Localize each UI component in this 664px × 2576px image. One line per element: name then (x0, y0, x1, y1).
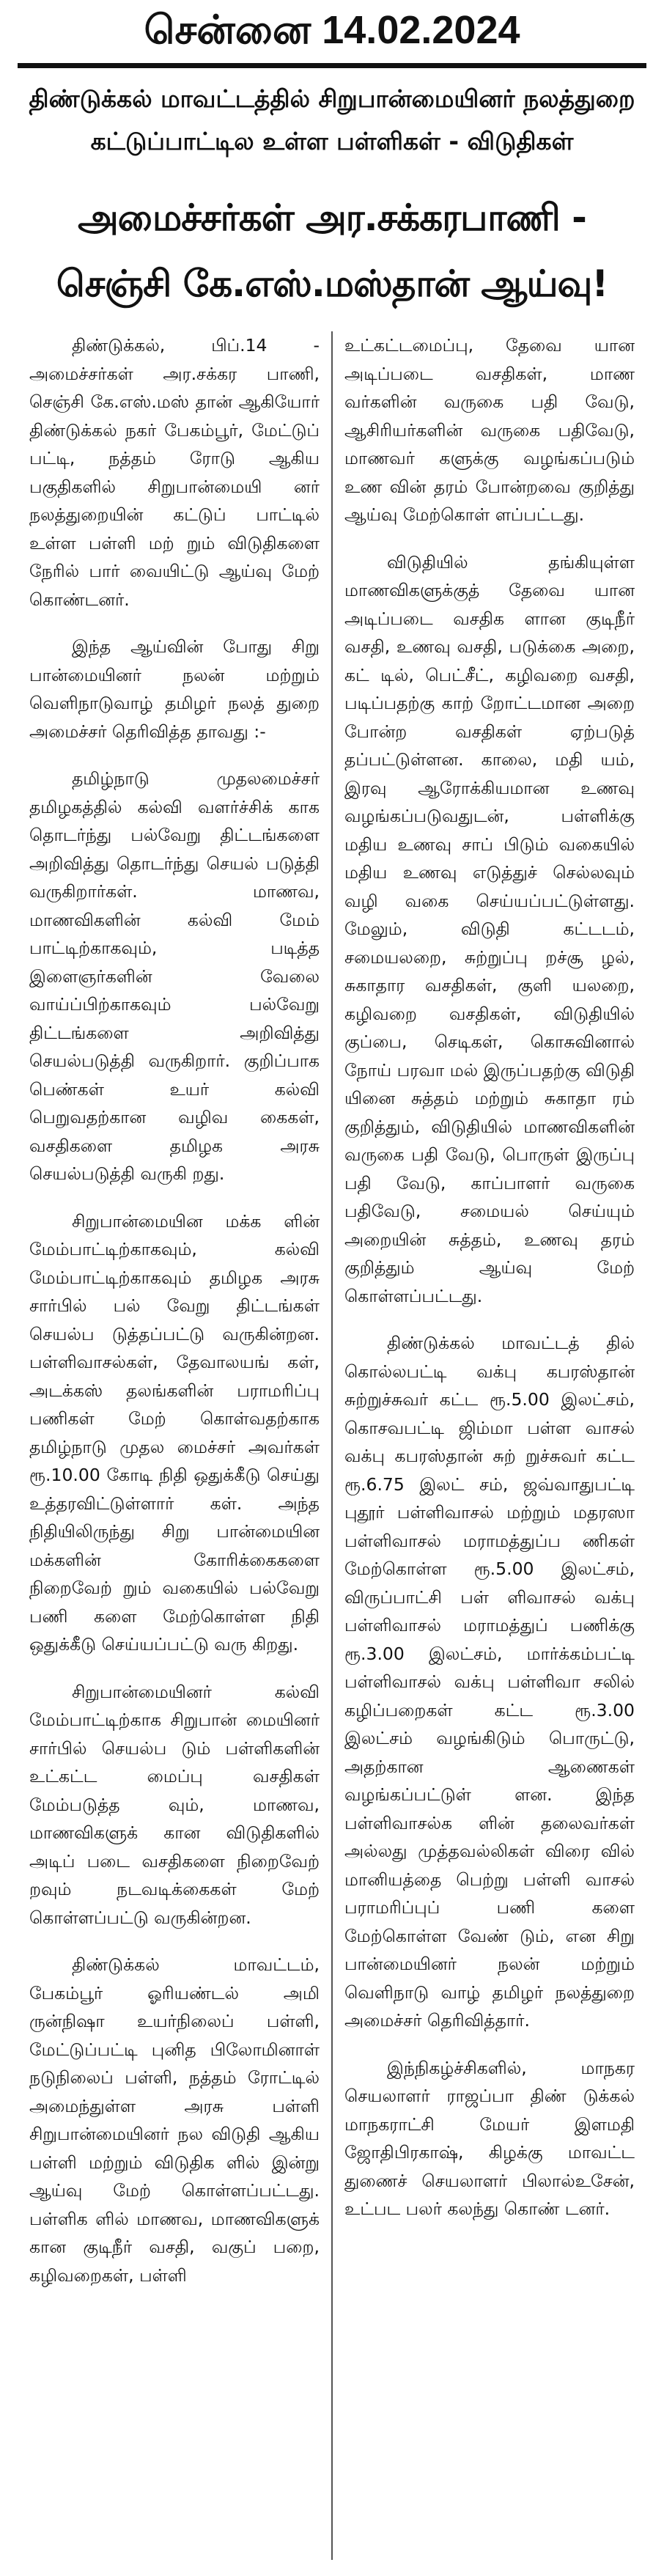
article-paragraph: உட்கட்டமைப்பு, தேவை யான அடிப்படை வசதிகள், மாண வர்களின் வருகை பதி வேடு, ஆசிரியர்களின் வருகை பதிவேடு, மாணவர் களுக்கு வழங்கப்படும் உண வின் தரம் போன்றவை குறித்து ஆய்வு மேற்கொள் ளப்பட்டது. (344, 335, 635, 525)
article-paragraph: திண்டுக்கல், பிப்.14 - அமைச்சர்கள் அர.சக்கர பாணி, செஞ்சி கே.எஸ்.மஸ் தான் ஆகியோர் திண்டுக்கல் நகர் பேகம்பூர், மேட்டுப் பட்டி, நத்தம் ரோடு ஆகிய பகுதிகளில் சிறுபான்மையி னர் நலத்துறையின் கட்டுப் பாட்டில் உள்ள பள்ளி மற் றும் விடுதிகளை நேரில் பார் வையிட்டு ஆய்வு மேற் கொண்டனர். (29, 335, 320, 610)
kicker-line-2: கட்டுப்பாட்டில உள்ள பள்ளிகள் - விடுதிகள் (90, 127, 574, 155)
article-paragraph: சிறுபான்மையின மக்க ளின் மேம்பாட்டிற்காகவும், கல்வி மேம்பாட்டிற்காகவும் தமிழக அரசு சார்பில் பல் வேறு திட்டங்கள் செயல்ப டுத்தப்பட்டு வருகின்றன. பள்ளிவாசல்கள், தேவாலயங் கள், அடக்கஸ் தலங்களின் பராமரிப்பு பணிகள் மேற் கொள்வதற்காக தமிழ்நாடு முதல மைச்சர் அவர்கள் ரூ.10.00 கோடி நிதி ஒதுக்கீடு செய்து உத்தரவிட்டுள்ளார் கள். அந்த நிதியிலிருந்து சிறு பான்மையின மக்களின் கோரிக்கைகளை நிறைவேற் றும் வகையில் பல்வேறு பணி களை மேற்கொள்ள நிதி ஒதுக்கீடு செய்யப்பட்டு வரு கிறது. (29, 1210, 320, 1655)
column-divider (331, 331, 333, 2560)
article-paragraph: திண்டுக்கல் மாவட்டம், பேகம்பூர் ஓரியண்டல் அமி ருன்நிஷா உயர்நிலைப் பள்ளி, மேட்டுப்பட்டி புனித பிலோமினாள் நடுநிலைப் பள்ளி, நத்தம் ரோட்டில் அமைந்துள்ள அரசு பள்ளி சிறுபான்மையினர் நல விடுதி ஆகிய பள்ளி மற்றும் விடுதிக ளில் இன்று ஆய்வு மேற் கொள்ளப்பட்டது. பள்ளிக ளில் மாணவ, மாணவிகளுக் கான குடிநீர் வசதி, வகுப் பறை, கழிவறைகள், பள்ளி (29, 1954, 320, 2286)
masthead-city-date: சென்னை 14.02.2024 (144, 8, 520, 52)
article-paragraph: இந்நிகழ்ச்சிகளில், மாநகர செயலாளர் ராஜப்பா திண் டுக்கல் மாநகராட்சி மேயர் இளமதி ஜோதிபிரகாஷ், கிழக்கு மாவட்ட துணைச் செயலாளர் பிலால்உசேன், உட்பட பலர் கலந்து கொண் டனர். (344, 2057, 635, 2219)
article-paragraph: இந்த ஆய்வின் போது சிறு பான்மையினர் நலன் மற்றும் வெளிநாடுவாழ் தமிழர் நலத் துறை அமைச்சர் தெரிவித்த தாவது :- (29, 636, 320, 742)
article-body (29, 331, 635, 2560)
masthead-rule (18, 63, 646, 68)
article-paragraph: விடுதியில் தங்கியுள்ள மாணவிகளுக்குத் தேவை யான அடிப்படை வசதிக ளான குடிநீர் வசதி, உணவு வசதி, படுக்கை அறை, கட் டில், பெட்சீட், கழிவறை வசதி, படிப்பதற்கு காற் றோட்டமான அறை போன்ற வசதிகள் ஏற்படுத் தப்பட்டுள்ளன. காலை, மதி யம், இரவு ஆரோக்கியமான உணவு வழங்கப்படுவதுடன், பள்ளிக்கு மதிய உணவு சாப் பிடும் வகையில் மதிய உணவு எடுத்துச் செல்லவும் வழி வகை செய்யப்பட்டுள்ளது. மேலும், விடுதி கட்டடம், சமையலறை, சுற்றுப்பு றச்சூ ழல், சுகாதார வசதிகள், குளி யலறை, கழிவறை வசதிகள், விடுதியில் குப்பை, செடிகள், கொசுவினால் நோய் பரவா மல் இருப்பதற்கு விடுதி யினை சுத்தம் மற்றும் சுகாதா ரம் குறித்தும், விடுதியில் மாணவிகளின் வருகை பதி வேடு, பொருள் இருப்பு பதி வேடு, காப்பாளர் வருகை பதிவேடு, சமையல் செய்யும் அறையின் சுத்தம், உணவு தரம் குறித்தும் ஆய்வு மேற் கொள்ளப்பட்டது. (344, 551, 635, 1306)
headline-line-1: அமைச்சர்கள் அர.சக்கரபாணி - (78, 196, 586, 239)
article-paragraph: திண்டுக்கல் மாவட்டத் தில் கொல்லபட்டி வக்பு கபரஸ்தான் சுற்றுச்சுவர் கட்ட ரூ.5.00 இலட்சம், கொசவபட்டி ஜிம்மா பள்ள வாசல் வக்பு கபரஸ்தான் சுற் றுச்சுவர் கட்ட ரூ.6.75 இலட் சம், ஜவ்வாதுபட்டி புதூர் பள்ளிவாசல் மற்றும் மதரஸா பள்ளிவாசல் மராமத்துப்ப ணிகள் மேற்கொள்ள ரூ.5.00 இலட்சம், விருப்பாட்சி பள் ளிவாசல் வக்பு பள்ளிவாசல் மராமத்துப் பணிக்கு ரூ.3.00 இலட்சம், மார்க்கம்பட்டி பள்ளிவாசல் வக்பு பள்ளிவா சலில் கழிப்பறைகள் கட்ட ரூ.3.00 இலட்சம் வழங்கிடும் பொருட்டு, அதற்கான ஆணைகள் வழங்கப்பட்டுள் ளன. இந்த பள்ளிவாசல்க ளின் தலைவர்கள் அல்லது முத்தவல்லிகள் விரை வில் மானியத்தை பெற்று பள்ளி வாசல் பராமரிப்புப் பணி களை மேற்கொள்ள வேண் டும், என சிறு பான்மையினர் நலன் மற்றும் வெளிநாடு வாழ் தமிழர் நலத்துறை அமைச்சர் தெரிவித்தார். (344, 1333, 635, 2031)
article-paragraph: தமிழ்நாடு முதலமைச்சர் தமிழகத்தில் கல்வி வளர்ச்சிக் காக தொடர்ந்து பல்வேறு திட்டங்களை அறிவித்து தொடர்ந்து செயல் படுத்தி வருகிறார்கள். மாணவ, மாணவிகளின் கல்வி மேம் பாட்டிற்காகவும், படித்த இளைஞர்களின் வேலை வாய்ப்பிற்காகவும் பல்வேறு திட்டங்களை அறிவித்து செயல்படுத்தி வருகிறார். குறிப்பாக பெண்கள் உயர் கல்வி பெறுவதற்கான வழிவ கைகள், வசதிகளை தமிழக அரசு செயல்படுத்தி வருகி றது. (29, 768, 320, 1184)
article-paragraph: சிறுபான்மையினர் கல்வி மேம்பாட்டிற்காக சிறுபான் மையினர் சார்பில் செயல்ப டும் பள்ளிகளின் உட்கட்ட மைப்பு வசதிகள் மேம்படுத்த வும், மாணவ, மாணவிகளுக் கான விடுதிகளில் அடிப் படை வசதிகளை நிறைவேற் றவும் நடவடிக்கைகள் மேற் கொள்ளப்பட்டு வருகின்றன. (29, 1681, 320, 1928)
article-column-right (344, 331, 635, 2560)
article-column-left (29, 331, 320, 2560)
kicker-line-1: திண்டுக்கல் மாவட்டத்தில் சிறுபான்மையினர் நலத்துறை (29, 84, 635, 113)
headline-line-2: செஞ்சி கே.எஸ்.மஸ்தான் ஆய்வு! (56, 262, 608, 305)
